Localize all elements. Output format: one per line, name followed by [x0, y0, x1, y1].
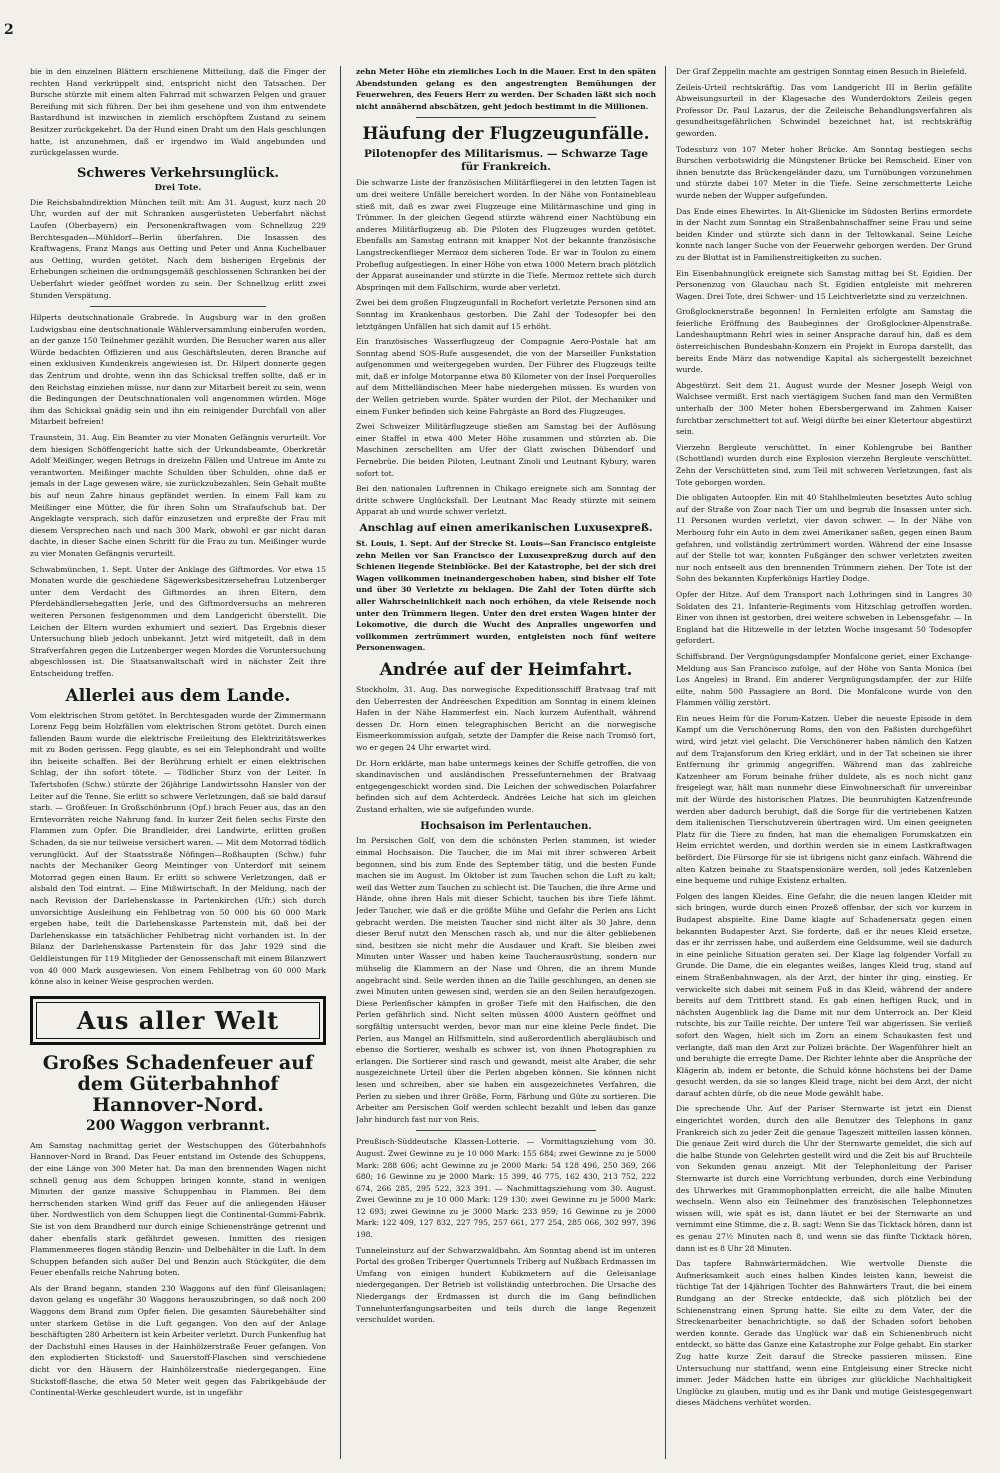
- column-1: [30, 66, 326, 1459]
- separator: [416, 1130, 596, 1131]
- column-2: [356, 66, 656, 1459]
- section-heading-land: Allerlei aus dem Lande.: [65, 685, 291, 706]
- article-lottery: Preußisch-Süddeutsche Klassen-Lotterie. — Vormittagsziehung vom 30. August. Zwei Gewinne zu je 10 000 Mark: 155 684; zwei Gewinne zu je 5000 Mark: 288 606; acht Gewinne zu je 2000 Mark: 54 128 496, 250 369, 266 680; 16 Gewinne zu je 2000 Mark: 15 399, 46 775, 162 430, 213 752, 222 674, 266 285, 295 522, 323 391. — Nachmittagsziehung vom 30. August. Zwei Gewinne zu je 10 000 Mark: 129 130; zwei Gewinne zu je 5000 Mark: 12 693; zwei Gewinne zu je 3000 Mark: 233 959; 16 Gewinne zu je 2000 Mark: 122 409, 127 832, 227 795, 257 661, 277 254, 285 066, 302 997, 396 198.: [356, 1137, 656, 1240]
- article-land-news: Vom elektrischen Strom getötet. In Berchtesgaden wurde der Zimmermann Lorenz Fegg beim Holzfällen vom elektrischen Strom getötet. Durch einen fallenden Baum wurde die elektrische Freileitung des Elektrizitätswerkes mit zu Boden gerissen. Fegg glaubte, es sei ein Telephondraht und wollte ihn beiseite schaffen. Bei der Berührung erhielt er einen elektrischen Schlag, der ihn sofort tötete. — Tödlicher Sturz von der Leiter. In Tafertshofen (Schw.) stürzte der 26jährige Landwirtssohn Hansler von der Leiter auf die Tenne. Sie erlitt so schwere Verletzungen, daß sie bald darauf starb. — Großfeuer. In Großschönbrunn (Opf.) brach Feuer aus, das an den Erntevorräten reiche Nahrung fand. In kurzer Zeit fielen sechs Firste den Flammen zum Opfer. Die Brandleider, drei Landwirte, erlitten großen Schaden, da sie nur teilweise versichert waren. — Mit dem Motorrad tödlich verunglückt. Auf der Staatsstraße Nöfingen—Roßhaupten (Schw.) fuhr nachts der Mechaniker Georg Meintinger von Unterdorf mit seinem Motorrad gegen einen Baum. Er erlitt so schwere Verletzungen, daß er alsbald den Tod eintrat. — Eine Mißwirtschaft. In der Meldung, nach der nach Revision der Darlehenskasse in Partenkirchen (Ufr.) sich durch unvorsichtige Ausleihung ein Fehlbetrag von 50 000 bis 60 000 Mark ergeben habe, teilt die Darlehenskasse Partenstein mit, daß bei der Darlehenskasse ein tatsächlicher Fehlbetrag nicht vorhanden ist. In der Bilanz der Darlehenskasse Partenstein für das Jahr 1929 sind die Geldleistungen für 119 Mitglieder der Genossenschaft mit einem Bilanzwert von 40 000 Mark ausgewiesen. Von einem Fehlbetrag von 60 000 Mark könne also in keiner Weise gesprochen werden.: [30, 710, 326, 987]
- article-flight-1: Die schwarze Liste der französischen Militärfliegerei in den letzten Tagen ist um drei weitere Unfälle bereichert worden. In der Nähe von Fontainebleau stieß mit, daß es zwar zwei Flugzeuge eine Militärmaschine und ging in Trümmer. In der gleichen Gegend stürzte während einer Nachtübung ein anderes Militärflugzeug ab. Die Piloten des Flugzeuges wurden getötet. Ebenfalls am Samstag entrann mit knapper Not der bekannte französische Langstreckenflieger Mermoz dem sicheren Tode. Er war in Toulon zu einem Probeflug aufgestiegen. In einer Höhe von etwa 1000 Metern brach plötzlich der Apparat auseinander und stürzte in die Tiefe. Mermoz rettete sich durch Absprinqen mit dem Fallschirm, wurde aber verletzt.: [356, 178, 656, 292]
- article-heat-victims: Opfer der Hitze. Auf dem Transport nach Lothringen sind in Langres 30 Soldaten des 21. Infanterie-Regiments vom Hitzschlag getroffen worden. Einer von ihnen ist gestorben, drei weitere schweben in Lebensgefahr. — In England hat die Hitzewelle in der letzten Woche insgesamt 50 Todesopfer gefordert.: [676, 589, 972, 646]
- article-traunstein: Traunstein, 31. Aug. Ein Beamter zu vier Monaten Gefängnis verurteilt. Vor dem hiesigen Schöffengericht hatte sich der Urkundsbeamte, Oberkretär Adolf Meißinger, wegen Betrugs in dreizehn Fällen und Untreue im Amte zu verantworten. Meißinger machte Schulden über Schulden, ohne daß er jemals in der Lage gewesen wäre, sie zurückzubezahlen. Sein Gehalt mußte bis auf neun Zahre hinaus gepfändet werden. In einem Fall kam zu Meißinger eine Mütter, die für ihren Sohn um Strafaufschub bat. Der Angeklagte versprach, sich dafür einzusetzen und erpreßte der Frau mit diesem Versprechen nach und nach 300 Mark, obwohl er gar nicht daran dachte, in dieser Sache einen Schritt für die Frau zu tun. Meißinger wurde zu vier Monaten Gefängnis verurteilt.: [30, 433, 326, 558]
- article-flight-4: Zwei Schweizer Militärflugzeuge stießen am Samstag bei der Auflösung einer Staffel in etwa 400 Meter Höhe zusammen und stürzten ab. Die Maschinen zerschellten am Ufer der Glatt zwischen Dübendorf und Fernebrüe. Die beiden Piloten, Leutnant Zinoli und Leutnant Kybury, waren sofort tot.: [356, 422, 656, 478]
- article-forum-cats: Ein neues Heim für die Forum-Katzen. Ueber die neueste Episode in dem Kampf um die Verschönerung Roms, den von den Faßisten durchgeführt wird, wird jetzt viel gelacht. Die Verschönerer haben nämlich den Katzen auf dem Trajansforum den Krieg erklärt, und in der Tat scheinen sie ihrer Entfernung ihr grimmig angegriffen. Während man das zahlreiche Katzenheer am Forum beinahe früher duldete, als es noch nicht ganz freigelegt war, hält man nunmehr diese Einwohnerschaft für unvereinbar mit der Würde des historischen Platzes. Die beunruhigten Katzenfreunde werden aber dadurch beruhigt, daß die Sorge für die vertriebenen Katzen dem italienischen Tierschutzverein übertragen wird. Um einen geeigneten Platz für die Tiere zu finden, hat man die ehemaligen Forumskatzen ein Heim errichtet werden, und dorthin werden sie in einem Lastkraftwagen befördert. Die Fürsorge für sie ist übrigens nicht ganz einfach. Während die alten Katzen beinahe zu Staatspensionäre werden, soll jedes Katzenleben eine bequeme und ruhige Existenz erhalten.: [676, 713, 972, 886]
- article-fire-part-2: Als der Brand begann, standen 230 Waggons auf den fünf Gleisanlagen; davon gelang es ungefähr 30 Waggons herauszubringen, so daß noch 200 Waggons dem Brand zum Opfer fielen. Die gesamten Säurebehälter sind unter starkem Getöse in die Luft gegangen. Von den auf der Anlage beschäftigten 280 Arbeitern ist kein Arbeiter verletzt. Durch Funkenflug hat der Dachstuhl eines Hauses in der Hainhölzerstraße Feuer gefangen. Von den explodierten Stickstoff- und Sauerstoff-Flaschen sind verschiedene dicht vor den Häusern der Hainhölzerstraße niedergegangen. Eine Stickstoff-flasche, die etwa 50 Meter weit gegen das Fabrikgebäude der Continental-Werke geschleudert wurde, ist in ungefähr: [30, 1283, 326, 1398]
- article-long-dress: Folgen des langen Kleides. Eine Gefahr, die die neuen langen Kleider mit sich bringen, wurde durch einen Prozeß offenbar, der sich vor kurzem in Budapest abspielte. Eine Dame klagte auf Schadenersatz gegen einen bekannten Budapester Arzt. Sie forderte, daß er ihr neues Kleid ersetze, das er ihr zerrissen habe, und außerdem eine Geldsumme, weil sie dadurch in eine peinliche Situation geraten sei. Der Klage lag folgender Vorfall zu Grunde. Die Dame, die ein elegantes weißes, langes Kleid trug, stand auf einem Straßenbahnwagen, als der Arzt, der hinter ihr ging, einstieg. Er verwickelte sich dabei mit seinem Fuß in das Kleid, während der andere bereits auf dem Trittbrett stand. Es gab einen heftigen Ruck, und in nächsten Augenblick lag die Dame mit nur dem Unterrock an. Der Kleid rutschte, bis zur Taille reichte. Der untere Teil war abgerissen. Sie verließ sofort den Wagen, hielt sich im Zorn an einem Schaukasten fest und verlangte, daß man den Arzt zur Polizei brächte. Der Wagenführer hielt an und beruhigte die erregte Dame. Der Richter lehnte aber die Ansprüche der Klägerin ab, indem er betonte, die Schuld könne höchstens bei der Dame gesucht werden, da sie so langes Kleid trage, nicht bei dem Arzt, der nicht darauf achten dürfe, ob die neue Mode gewählt habe.: [676, 891, 972, 1098]
- article-miners: Vierzehn Bergleute verschüttet. In einer Kohlengrube bei Banther (Schottland) wurden durch eine Explosion vierzehn Bergleute verschüttet. Zehn der Verschütteten sind, zum Teil mit schweren Verletzungen, fast als Tote geborgen worden.: [676, 442, 972, 487]
- column-rule: [340, 66, 341, 1459]
- article-zeileis: Zeileis-Urteil rechtskräftig. Das vom Landgericht III in Berlin gefällte Abweisungsurteil in der Klagesache des Wunderdoktors Zeileis gegen Professor Dr. Paul Lazarus, der die Zeileische Behandlungsverfahren als gesundheitsgefährlichen Schwindel bezeichnet hat, ist rechtskräftig geworden.: [676, 82, 972, 138]
- headline-flight-accidents: Häufung der Flugzeugunfälle.: [362, 124, 650, 145]
- article-speaking-clock: Die sprechende Uhr. Auf der Pariser Sternwarte ist jetzt ein Dienst eingerichtet worden, durch den alle Benutzer des Telephons in ganz Frankreich sich zu jeder Zeit die genaue Tageszeit mitteilen lassen können. Die genaue Zeit wird durch die Uhr der Sternwarte gemeldet, die sich auf die halbe Stunde von Gelehrten gestellt wird und die Zeit bis auf Bruchteile von Sekunden genau anzeigt. Mit der Telephonleitung der Pariser Sternwarte ist durch eine Vorrichtung verbunden, durch eine Verbindung des Uhrwerkes mit Grammophonplatten erreicht, die alle halbe Minuten wechseln. Wenn also ein Teilnehmer des französischen Telephonnetzes wissen will, wie spät es ist, dann läutet er bei der Sternwarte an und vernimmt eine Stimme, die z. B. sagt: Wenn Sie das Ticktack hören, dann ist es genau 27½ Minuten nach 8, und wenn sie das fünfte Ticktack hören, dann ist es 8 Uhr 28 Minuten.: [676, 1104, 972, 1253]
- article-brave-girl: Das tapfere Bahnwärtermädchen. Wie wertvolle Dienste die Aufmerksamkeit auch eines halben Kindes leisten kann, beweist die tüchtige Tat der 14jährigen Tochter des Bahnwärters Traut, die bei einem Rundgang an der Strecke entdeckte, daß sich plötzlich bei der Schienenstrang einen Sprung hatte. Sie eilte zu dem Vater, der die Streckenarbeiter benachrichtigte, so daß der Schaden sofort behoben werden konnte. Gerade das Unglück war daß ein Schienenbruch nicht entdeckt, so hätte das Ganze eine Katastrophe zur Folge gehabt. Ein starker Zug hatte kurze Zeit darauf die Strecke passieren müssen. Eine Untersuchung nur stattfand, wenn eine Entgleisung einer Strecke nicht immer. Jeder Mädchen hatte ein übriges zur glückliche Nachhaltigkeit Unglücke zu glauben, mutig und es ihr Dank und mutige Geistesgegenwart dieses Mädchens verhütet worden.: [676, 1259, 972, 1408]
- separator: [90, 306, 266, 307]
- subheadline-waggons: 200 Waggon verbrannt.: [86, 1117, 270, 1134]
- article-intro: bie in den einzelnen Blättern erschienene Mitteilung, daß die Finger der rechten Hand verkrüppelt sind, entspricht nicht den Tatsachen. Der Bursche stürzte mit einem alten Fahrrad mit schwarzen Felgen und grauer Bereifung mit sich führen. Der bei ihm gesehene und von ihm entwendete Bastardhund ist inzwischen in ziemlich erschöpftem Zustand zu seinem Besitzer zurückgekehrt. Da der Hund einen Draht um den Hals geschlungen hatte, ist anzunehmen, daß er irgendwo im Wald angebunden und zurückgelassen wurde.: [30, 67, 326, 158]
- headline-pearl-diving: Hochsaison im Perlentauchen.: [420, 821, 592, 833]
- article-bridge-fall: Todessturz von 107 Meter hoher Brücke. Am Sonntag bestiegen sechs Burschen verbotswidrig die Müngstener Brücke bei Remscheid. Einer von ihnen benutzte das Brückengeländer dazu, um Turnübungen vorzunehmen und stürzte dabei 107 Meter in die Tiefe. Seine zerschmetterte Leiche wurde neben der Wupper aufgefunden.: [676, 144, 972, 200]
- headline-express-attack: Anschlag auf einen amerikanischen Luxusexpreß.: [359, 522, 653, 534]
- section-banner-title: Aus aller Welt: [36, 1002, 320, 1039]
- article-grossglockner: Großglocknerstraße begonnen! In Fernleiten erfolgte am Samstag die feierliche Eröffnung des Baubeginnes der Großglockner-Alpenstraße. Landeshauptmann Rehrl wies in seiner Ansprache darauf hin, daß es dem österreichischen Bundesbahn-Konzern ein Projekt in Europa darstellt, das bereits Ende März das notwendige Kapital als sichergestellt bezeichnet wurde.: [676, 307, 972, 375]
- article-tunnel: Tunneleinsturz auf der Schwarzwaldbahn. Am Sonntag abend ist im unteren Portal des großen Triberger Quertunnels Triberg auf Nußbach Erdmassen im Umfang von einigen hundert Kubikmetern auf die Geleisanlage niedergegangen. Der Betrieb ist vollständig unterbrochen. Die Ursache des Niedergangs der Erdmassen ist durch die im Gang befindlichen Tunnelunterfangungsarbeiten und teils durch die lange Regenzeit verschuldet worden.: [356, 1245, 656, 1325]
- article-fall-death: Abgestürzt. Seit dem 21. August wurde der Mesner Joseph Weigl von Walchsee vermißt. Erst nach viertägigem Suchen fand man den Vermißten unterhalb der 300 Meter hohen Ebersbergerwand im Zahmen Kaiser furchtbar zerschmettert tot auf. Weigl dürfte bei einer Kletertour abgestürzt sein.: [676, 380, 972, 437]
- article-andree-2: Dr. Horn erklärte, man habe untermegs keines der Schiffe getroffen, die von skandinavischen und ausländischen Pressefunternehmen der Bratvaag entgegengeschickt worden sind. Die Leichen der schwedischen Polarfahrer befinden sich auf dem Achterdeck. Andrées Leiche hat sich im gleichen Zustand erhalten, wie sie aufgefunden wurde.: [356, 758, 656, 814]
- article-pearl-diving: Im Persischen Golf, von dem die schönsten Perlen stammen, ist wieder einmal Hochsaison. Die Taucher, die im Mai mit ihrer schweren Arbeit begonnen, sind bis zum Ende des September tätig, und die besten Funde machen sie im August. Im Oktober ist zum Tauchen schon die Luft zu kalt; weil das Wetter zum Tauchen zu schlecht ist. Die Tauchen, die ihre Arme und Hände, ohne ihren Hals mit dieser Schicht, tauchen bis ihre Tiefe lähmt. Jeder Taucher, wie daß er die größte Mühe und Gefahr die Perlen ans Licht gebracht werden. Die meisten Taucher sind nicht älter als 30 Jahre, denn dieser Beruf nutzt den Menschen rasch ab, und nur die älter gebliebenen sind, besitzen sie nicht mehr die Ausdauer und Kraft. Sie bleiben zwei Minuten unter Wasser und haben keine Taucherausrüstung, sondern nur mühselig die Klammern an der Nase und Ohren, die an ihrem Munde angebracht sind. Seile werden ihnen an die Taille geschlungen, an denen sie zwei Minuten unten gewesen sind, werden sie an den Seilen heraufgezogen. Diese Perlenfischer kämpfen in großer Tiefe mit den Haifischen, die den Perlen gefährlich sind. Nicht selten müssen 4000 Austern geöffnet und sorgfältig untersucht werden, bevor man nur eine kleine Perle findet. Die Perlen, aus Mangel an Hilfsmitteln, sind außerordentlich abergläubisch und ebenso die Sortierer, weshalb es schwer ist, von ihnen Photographien zu erlangen. Die Sortierer sind rasch und gewandt, meist alte Araber, die sehr ausgezeichnete Urteil über die Perlen abgeben können. Sie können nicht lesen und schreiben, aber sie haben ein ausgezeichnetes Verfahren, die Perlen zu sieben und ihrer Größe, Form, Färbung und Güte zu sortieren. Die Arbeiter am Persischen Golf werden schlecht bezahlt und leben das ganze Jahr hindurch fast nur von Reis.: [356, 836, 656, 1124]
- article-murder: Das Ende eines Ehewirtes. In Alt-Glienicke im Südosten Berlins ermordete in der Nacht zum Sonntag ein Straßenbahnschaffner seine Frau und seine beiden Kinder und stürzte sich dann in der Teltowkanal. Seine Leiche konnte nach langer Suche von der Feuerwehr geborgen werden. Der Grund zu der Bluttat ist in Familienstreitigkeiten zu suchen.: [676, 206, 972, 262]
- article-railway-accident: Ein Eisenbahnunglück ereignete sich Samstag mittag bei St. Egidien. Der Personenzug von Glauchau nach St. Egidien entgleiste mit mehreren Wagen. Drei Tote, drei Schwer- und 15 Leichtverletzte sind zu verzeichnen.: [676, 268, 972, 301]
- article-traffic-accident: Die Reichsbahndirektion München teilt mit: Am 31. August, kurz nach 20 Uhr, wurden auf der mit Schranken ausgerüsteten Ueberfahrt nächst Laufen (Oberbayern) ein Personenkraftwagen vom Schnellzug 229 Berchtesgaden—Mühldorf—Berlin überfahren. Die Insassen des Kraftwagens, Franz Mangs aus Oetting und Peter und Anna Kuchelbauer aus Oetting, wurden getötet. Nach dem bisherigen Ergebnis der Erhebungen scheinen die ordnungsgemäß geschlossenen Schranken bei der Ueberfahrt wieder geöffnet worden zu sein. Der Schnellzug erlitt zwei Stunden Verspätung.: [30, 197, 326, 300]
- page-number: 2: [4, 22, 14, 38]
- article-auto-victims: Die obligaten Autoopfer. Ein mit 40 Stahlhelmleuten besetztes Auto schlug auf der Straße von Zoar nach Tier um und begrub die Insassen unter sich. 11 Personen wurden verletzt, vier davon schwer. — In der Nähe von Merbourg fuhr ein Auto in dem zwei Amerikaner saßen, gegen einen Baum gefahren, und vollständig zertrümmert worden. Während der eine Insasse auf der Stelle tot war, konnten Fußgänger den schwer verletzten zweiten nur noch entseelt aus den brennenden Trümmern ziehen. Der Tote ist der Sohn des bekannten Kupferkönigs Hartley Dodge.: [676, 493, 972, 584]
- column-3: [676, 66, 972, 1459]
- article-flight-5: Bei den nationalen Luftrennen in Chikago ereignete sich am Sonntag der dritte schwere Unglücksfall. Der Leutnant Mac Ready stürzte mit seinem Apparat ab und wurde schwer verletzt.: [356, 484, 656, 517]
- article-flight-2: Zwei bei dem großen Flugzeugunfall in Rochefort verletzte Personen sind am Sonntag im Krankenhaus gestorben. Die Zahl der Todesopfer bei den letztgängen Unfällen hat sich damit auf 15 erhöht.: [356, 298, 656, 331]
- subheadline-three-dead: Drei Tote.: [154, 182, 202, 193]
- article-fire-part-1: Am Samstag nachmittag geriet der Westschuppen des Güterbahnhofs Hannover-Nord in Brand. Das Feuer entstand im Ostende des Schuppens, der eine Länge von 300 Meter hat. Da man den brennenden Wagen nicht schnell genug aus dem Schuppen bringen konnte, stand in wenigen Minuten der ganze massive Schuppenbau in Flammen. Bei dem herrschenden starken Wind griff das Feuer auf die anliegenden Häuser über. Nordwestlich von dem Schuppen liegt die Continental-Gummi-Fabrik. Sie ist von dem Brandherd nur durch einige Schienenstränge getrennt und daher ebenfalls stark gefährdet gewesen. Inmitten des riesigen Flammenmeeres flogen ständig Benzin- und Delbehälter in die Luft. In dem Schuppen befanden sich außer Del und Benzin auch Stückgüter, die dem Feuer ebenfalls reiche Nahrung boten.: [30, 1140, 326, 1278]
- article-zeppelin: Der Graf Zeppelin machte am gestrigen Sonntag einen Besuch in Bielefeld.: [676, 67, 967, 76]
- article-flight-3: Ein französisches Wasserflugzeug der Compagnie Aero-Postale hat am Sonntag abend SOS-Rufe ausgesendet, die von der Marseiller Funkstation aufgenommen und weitergegeben wurden. Der Führer des Flugzeugs teilte mit, daß er infolge Motorpanne etwa 80 Kilometer von der Insel Porquerolles auf dem Mittelländischen Meer habe niedergehen müssen. Es wurden von der Wellen getrieben wurde. Später wurden der Pilot, der Mechaniker und einem Funker befinden sich keine Fahrgäste an Bord des Flugzeuges.: [356, 337, 656, 416]
- article-ship-fire: Schiffsbrand. Der Vergnügungsdampfer Monfalcone geriet, einer Exchange-Meldung aus San Francisco zufolge, auf der Höhe von Santa Monica (bei Los Angeles) in Brand. Ein anderer Vergnügungsdampfer, der zur Hilfe eilte, nahm 500 Passagiere an Bord. Die Monfalcone wurde von den Flammen völlig zerstört.: [676, 651, 972, 708]
- headline-andree: Andrée auf der Heimfahrt.: [379, 659, 633, 680]
- article-fire-continued: zehn Meter Höhe ein ziemliches Loch in die Mauer. Erst in den späten Abendstunden gelang es den angestrengten Bemühungen der Feuerwehren, des Feuers Herr zu werden. Der Schaden läßt sich noch nicht annähernd abschätzen, geht jedoch bestimmt in die Millionen.: [356, 67, 656, 111]
- headline-fire-hannover: Großes Schadenfeuer auf dem Güterbahnhof Hannover-Nord.: [42, 1051, 314, 1116]
- article-andree-1: Stockholm, 31. Aug. Das norwegische Expeditionsschiff Bratvaag traf mit den Ueberresten der Andréeschen Expedition am Sonntag in einem kleinen Hafen in der Nähe Hammerfest ein. Nach kurzem Aufenthalt, während dessen Dr. Horn einen telegraphischen Bericht an die norwegische Eismeerkommission aufgab, setzte der Dampfer die Reise nach Tromsö fort, wo er gegen 24 Uhr erwartet wird.: [356, 684, 656, 752]
- separator: [416, 117, 596, 118]
- section-banner: [30, 996, 326, 1045]
- article-express: St. Louis, 1. Sept. Auf der Strecke St. Louis—San Francisco entgleiste zehn Meilen vor San Francisco der Luxusexpreßzug durch auf den Schienen liegende Steinblöcke. Bei der Katastrophe, bei der sich drei Wagen vollkommen ineinandergeschoben haben, sind bisher elf Tote und über 30 Verletzte zu beklagen. Die Zahl der Toten dürfte sich aller Wahrscheinlichkeit nach noch erhöhen, da viele Reisende noch unter den Trümmern liegen. Unter den drei ersten Wagen hinter der Lokomotive, die durch die Wucht des Anpralles ungeworfen und vollkommen zertrümmert wurden, entgleisten noch fünf weitere Personenwagen.: [356, 539, 656, 653]
- subheadline-pilot-victims: Pilotenopfer des Militarismus. — Schwarze Tage für Frankreich.: [363, 148, 649, 174]
- article-schwabmuenchen: Schwabmünchen, 1. Sept. Unter der Anklage des Giftmordes. Vor etwa 15 Monaten wurde die geschiedene Sägewerksbesitzersehefrau Lutzenberger unter dem Verdacht des Giftmordes an ihren Eltern, dem Pferdehändlersehegatten Jerle, und des Giftmordversuchs an mehreren weiteren Personen festgenommen und dem Landgericht überstellt. Die Leichen der Eltern wurden exhumiert und seziert. Das Ergebnis dieser Untersuchung blieb jedoch unbekannt. Jetzt wird mitgeteilt, daß in dem Strafverfahren gegen die Lutzenberger wegen Mordes die Voruntersuchung abgeschlossen ist. Die Staatsanwaltschaft wird in nächster Zeit ihre Entscheidung treffen.: [30, 564, 326, 678]
- column-rule: [665, 66, 666, 1459]
- headline-traffic-accident: Schweres Verkehrsunglück.: [77, 165, 279, 181]
- article-hilpert: Hilperts deutschnationale Grabrede. In Augsburg war in den großen Ludwigsbau eine deutschnationale Wählerversammlung einberufen worden, an der ganze 150 Teilnehmer gezählt wurden. Die Besucher waren aus aller Würde bedachten Offizieren und aus Geschäftsleuten, deren Branche auf einen exklusiven Kundenkreis angewiesen ist. Dr. Hilpert donnerte gegen das Zentrum und drohte, wenn ihn das Schicksal treffen sollte, daß er in den Reichstag einziehen müsse, nur dann zur Mitarbeit bereit zu sein, wenn die Bedingungen der Deutschnationalen voll angenommen würden. Möge ihm das Schicksal gnädig sein und ihn ein reinigender Durchfall von aller Mitarbeit befreien!: [30, 313, 326, 427]
